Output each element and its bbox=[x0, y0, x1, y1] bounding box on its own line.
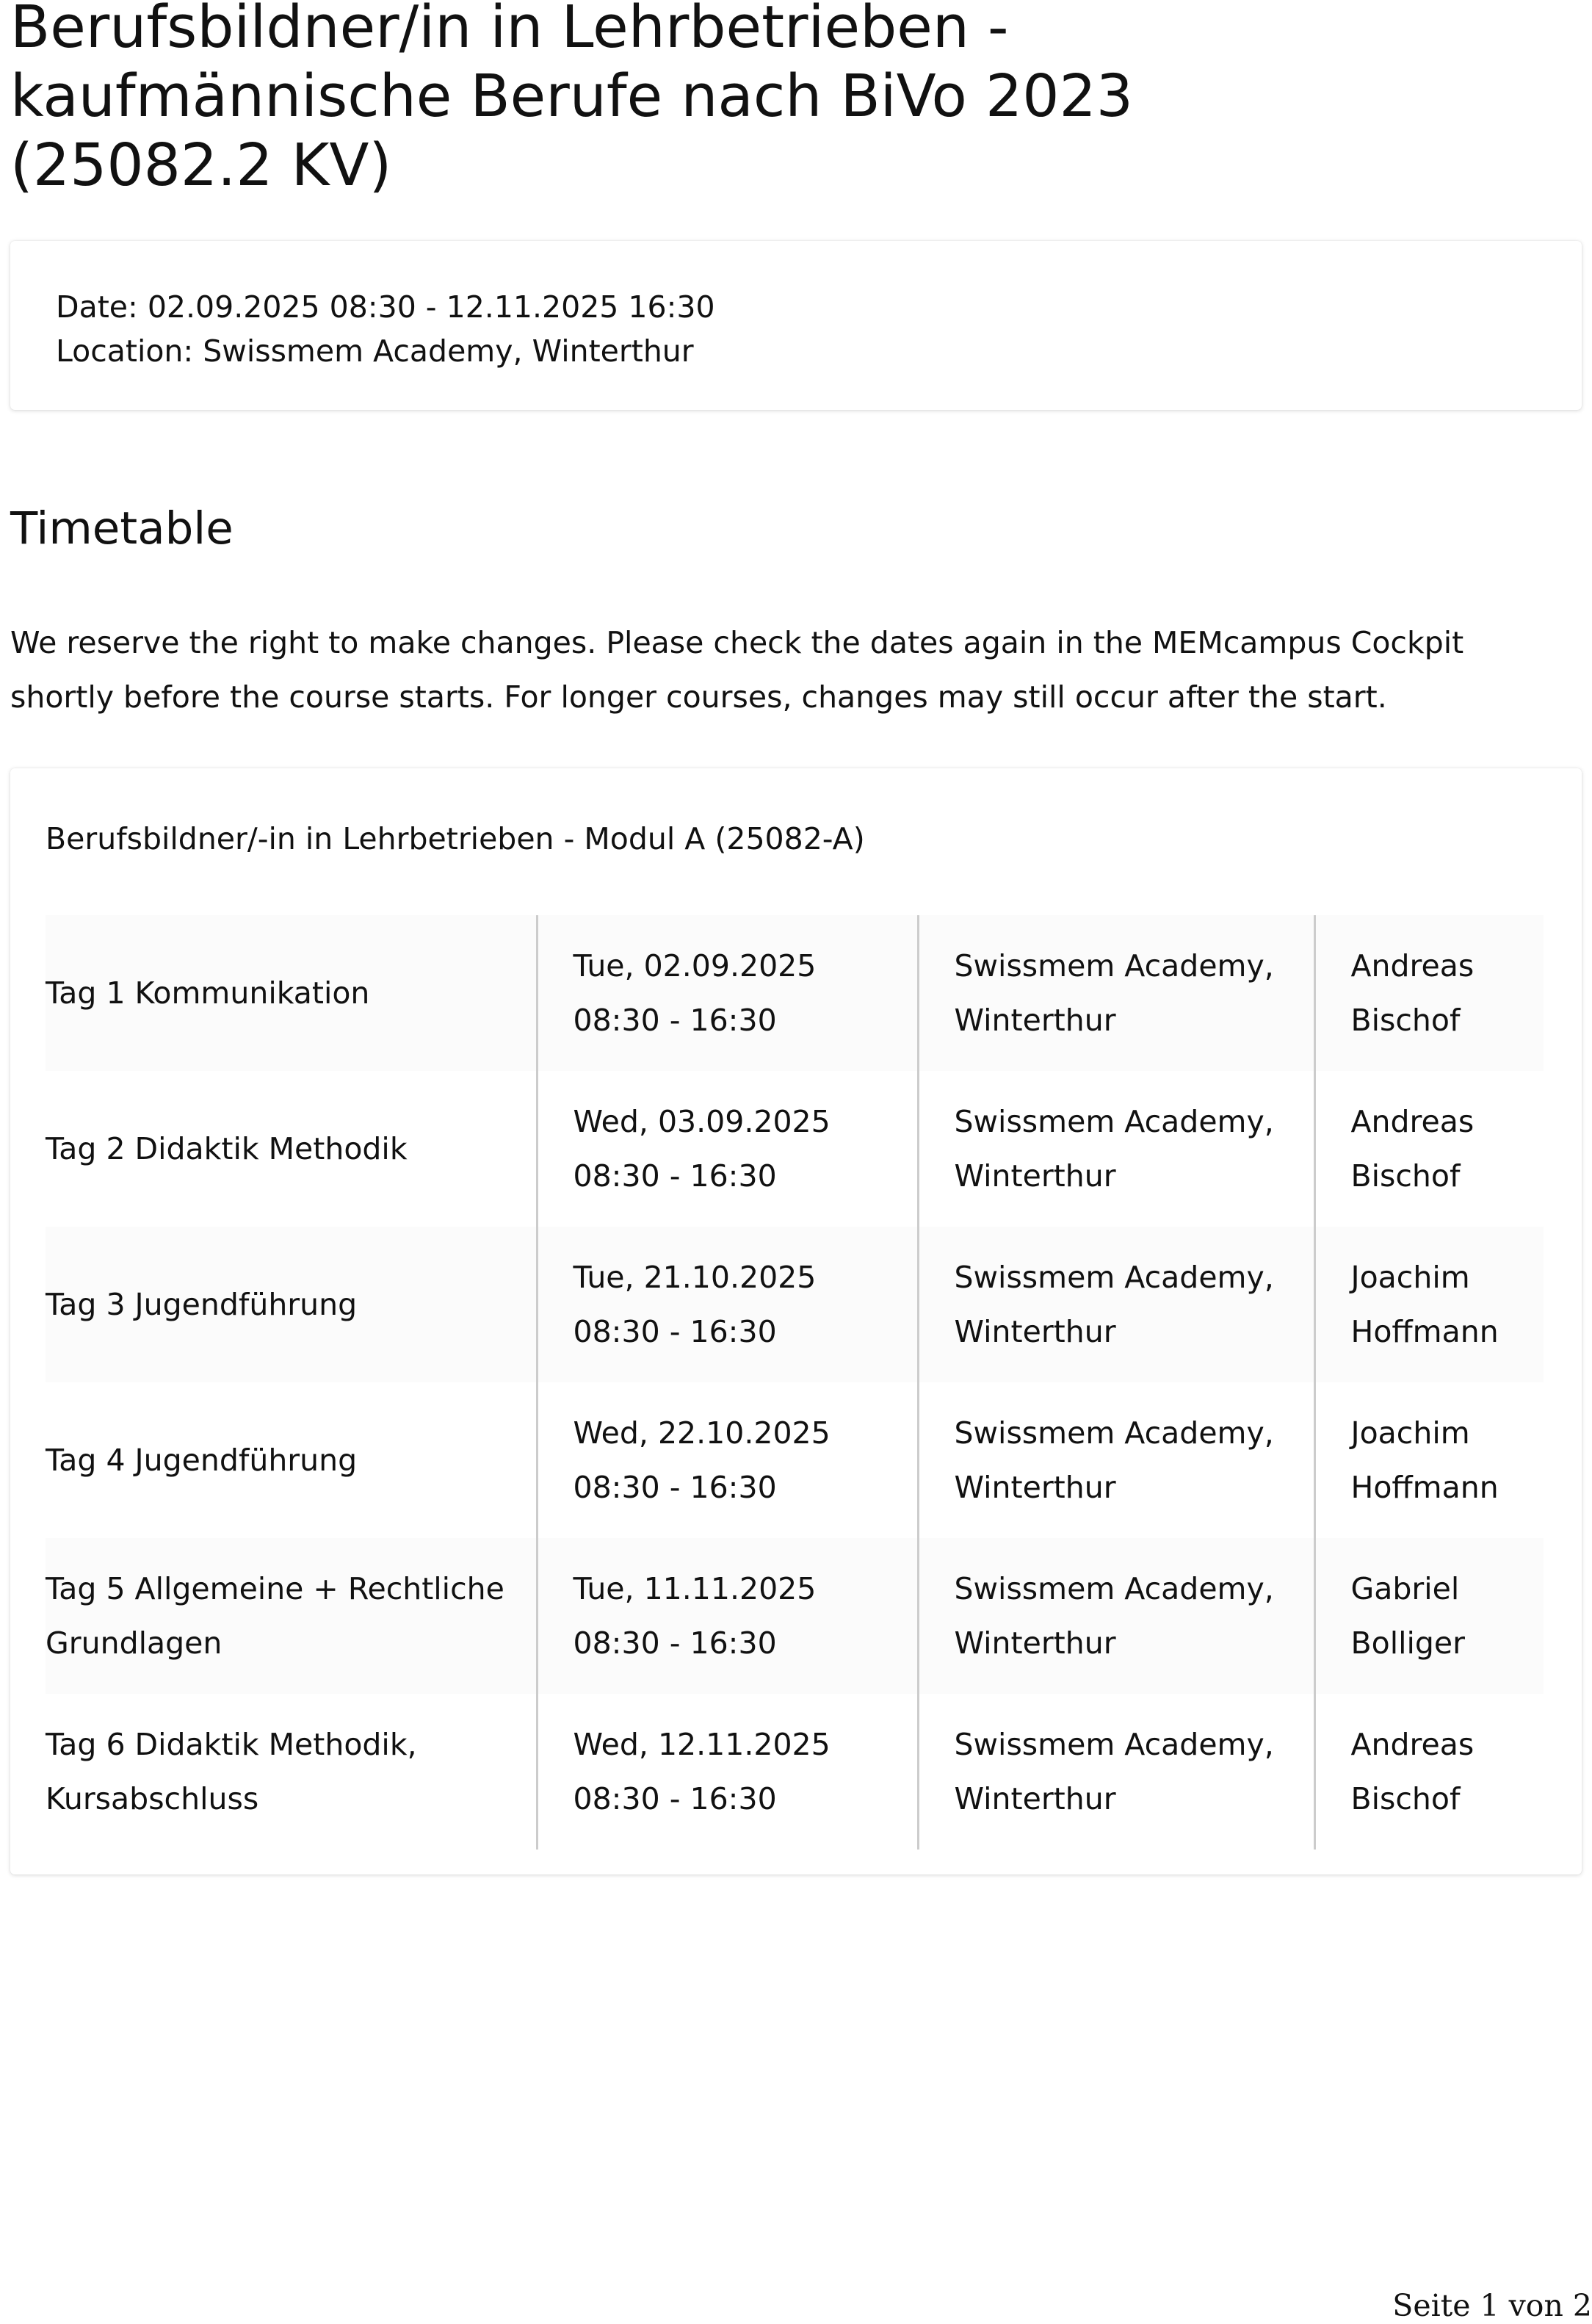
location-venue: Swissmem Academy, bbox=[954, 948, 1274, 984]
session-location bbox=[918, 1071, 1314, 1227]
instructor-last-name: Bischof bbox=[1350, 1781, 1461, 1816]
session-date bbox=[537, 1227, 918, 1382]
session-day: Wed, 22.10.2025 bbox=[573, 1415, 831, 1451]
session-time: 08:30 - 16:30 bbox=[573, 1781, 777, 1816]
session-title: Tag 2 Didaktik Methodik bbox=[46, 1131, 408, 1166]
session-date bbox=[537, 1382, 918, 1538]
instructor-last-name: Bischof bbox=[1350, 1158, 1461, 1194]
session-date bbox=[537, 1694, 918, 1850]
session-location bbox=[918, 1382, 1314, 1538]
session-location bbox=[918, 1227, 1314, 1382]
instructor-first-name: Andreas bbox=[1350, 1727, 1475, 1762]
course-date: Date: 02.09.2025 08:30 - 12.11.2025 16:30 bbox=[56, 289, 715, 325]
session-title: Tag 5 Allgemeine + Rechtliche Grundlagen bbox=[46, 1538, 537, 1694]
timetable-table bbox=[46, 915, 1544, 1850]
session-day: Tue, 11.11.2025 bbox=[573, 1571, 817, 1606]
table-row bbox=[46, 1071, 1544, 1227]
timetable-heading: Timetable bbox=[10, 502, 234, 555]
session-title: Tag 4 Jugendführung bbox=[46, 1443, 358, 1478]
course-location: Location: Swissmem Academy, Winterthur bbox=[56, 333, 694, 369]
session-instructor bbox=[1314, 1071, 1544, 1227]
session-date bbox=[537, 915, 918, 1071]
session-instructor bbox=[1314, 915, 1544, 1071]
location-venue: Swissmem Academy, bbox=[954, 1727, 1274, 1762]
table-row bbox=[46, 1382, 1544, 1538]
session-day: Tue, 21.10.2025 bbox=[573, 1260, 817, 1295]
table-row bbox=[46, 1227, 1544, 1382]
session-day: Tue, 02.09.2025 bbox=[573, 948, 817, 984]
session-time: 08:30 - 16:30 bbox=[573, 1003, 777, 1038]
instructor-first-name: Andreas bbox=[1350, 1104, 1475, 1139]
location-city: Winterthur bbox=[954, 1781, 1116, 1816]
session-date bbox=[537, 1538, 918, 1694]
session-title: Tag 6 Didaktik Methodik, Kursabschluss bbox=[46, 1727, 417, 1816]
session-instructor bbox=[1314, 1227, 1544, 1382]
table-row bbox=[46, 1694, 1544, 1850]
location-city: Winterthur bbox=[954, 1314, 1116, 1349]
course-info-card bbox=[10, 241, 1582, 410]
location-city: Winterthur bbox=[954, 1158, 1116, 1194]
location-venue: Swissmem Academy, bbox=[954, 1260, 1274, 1295]
session-title: Tag 3 Jugendführung bbox=[46, 1227, 537, 1382]
session-instructor bbox=[1314, 1382, 1544, 1538]
timetable-disclaimer: We reserve the right to make changes. Please check the dates again in the MEMcampus Cockpit shortly before the course starts. For longer courses, changes may still occur after the start. bbox=[10, 625, 1464, 715]
session-location bbox=[918, 1538, 1314, 1694]
table-row bbox=[46, 1538, 1544, 1694]
instructor-first-name: Andreas bbox=[1350, 948, 1475, 984]
instructor-first-name: Gabriel bbox=[1350, 1571, 1460, 1606]
page-number: Seite 1 von 2 bbox=[1392, 2288, 1592, 2323]
table-row bbox=[46, 915, 1544, 1071]
page-title: Berufsbildner/in in Lehrbetrieben - kaufmännische Berufe nach BiVo 2023 (25082.2 KV) bbox=[10, 0, 1134, 199]
location-venue: Swissmem Academy, bbox=[954, 1415, 1274, 1451]
session-time: 08:30 - 16:30 bbox=[573, 1158, 777, 1194]
location-venue: Swissmem Academy, bbox=[954, 1571, 1274, 1606]
session-title: Tag 1 Kommunikation bbox=[46, 915, 537, 1071]
session-time: 08:30 - 16:30 bbox=[573, 1314, 777, 1349]
instructor-last-name: Bolliger bbox=[1350, 1625, 1465, 1661]
location-venue: Swissmem Academy, bbox=[954, 1104, 1274, 1139]
instructor-last-name: Hoffmann bbox=[1350, 1470, 1499, 1505]
location-city: Winterthur bbox=[954, 1625, 1116, 1661]
session-location bbox=[918, 1694, 1314, 1850]
instructor-last-name: Bischof bbox=[1350, 1003, 1461, 1038]
session-time: 08:30 - 16:30 bbox=[573, 1470, 777, 1505]
session-day: Wed, 03.09.2025 bbox=[573, 1104, 831, 1139]
instructor-last-name: Hoffmann bbox=[1350, 1314, 1499, 1349]
location-city: Winterthur bbox=[954, 1470, 1116, 1505]
session-instructor bbox=[1314, 1538, 1544, 1694]
session-location bbox=[918, 915, 1314, 1071]
session-time: 08:30 - 16:30 bbox=[573, 1625, 777, 1661]
session-date bbox=[537, 1071, 918, 1227]
module-title: Berufsbildner/-in in Lehrbetrieben - Modul A (25082-A) bbox=[46, 821, 865, 856]
session-day: Wed, 12.11.2025 bbox=[573, 1727, 831, 1762]
instructor-first-name: Joachim bbox=[1350, 1260, 1470, 1295]
instructor-first-name: Joachim bbox=[1350, 1415, 1470, 1451]
location-city: Winterthur bbox=[954, 1003, 1116, 1038]
session-instructor bbox=[1314, 1694, 1544, 1850]
